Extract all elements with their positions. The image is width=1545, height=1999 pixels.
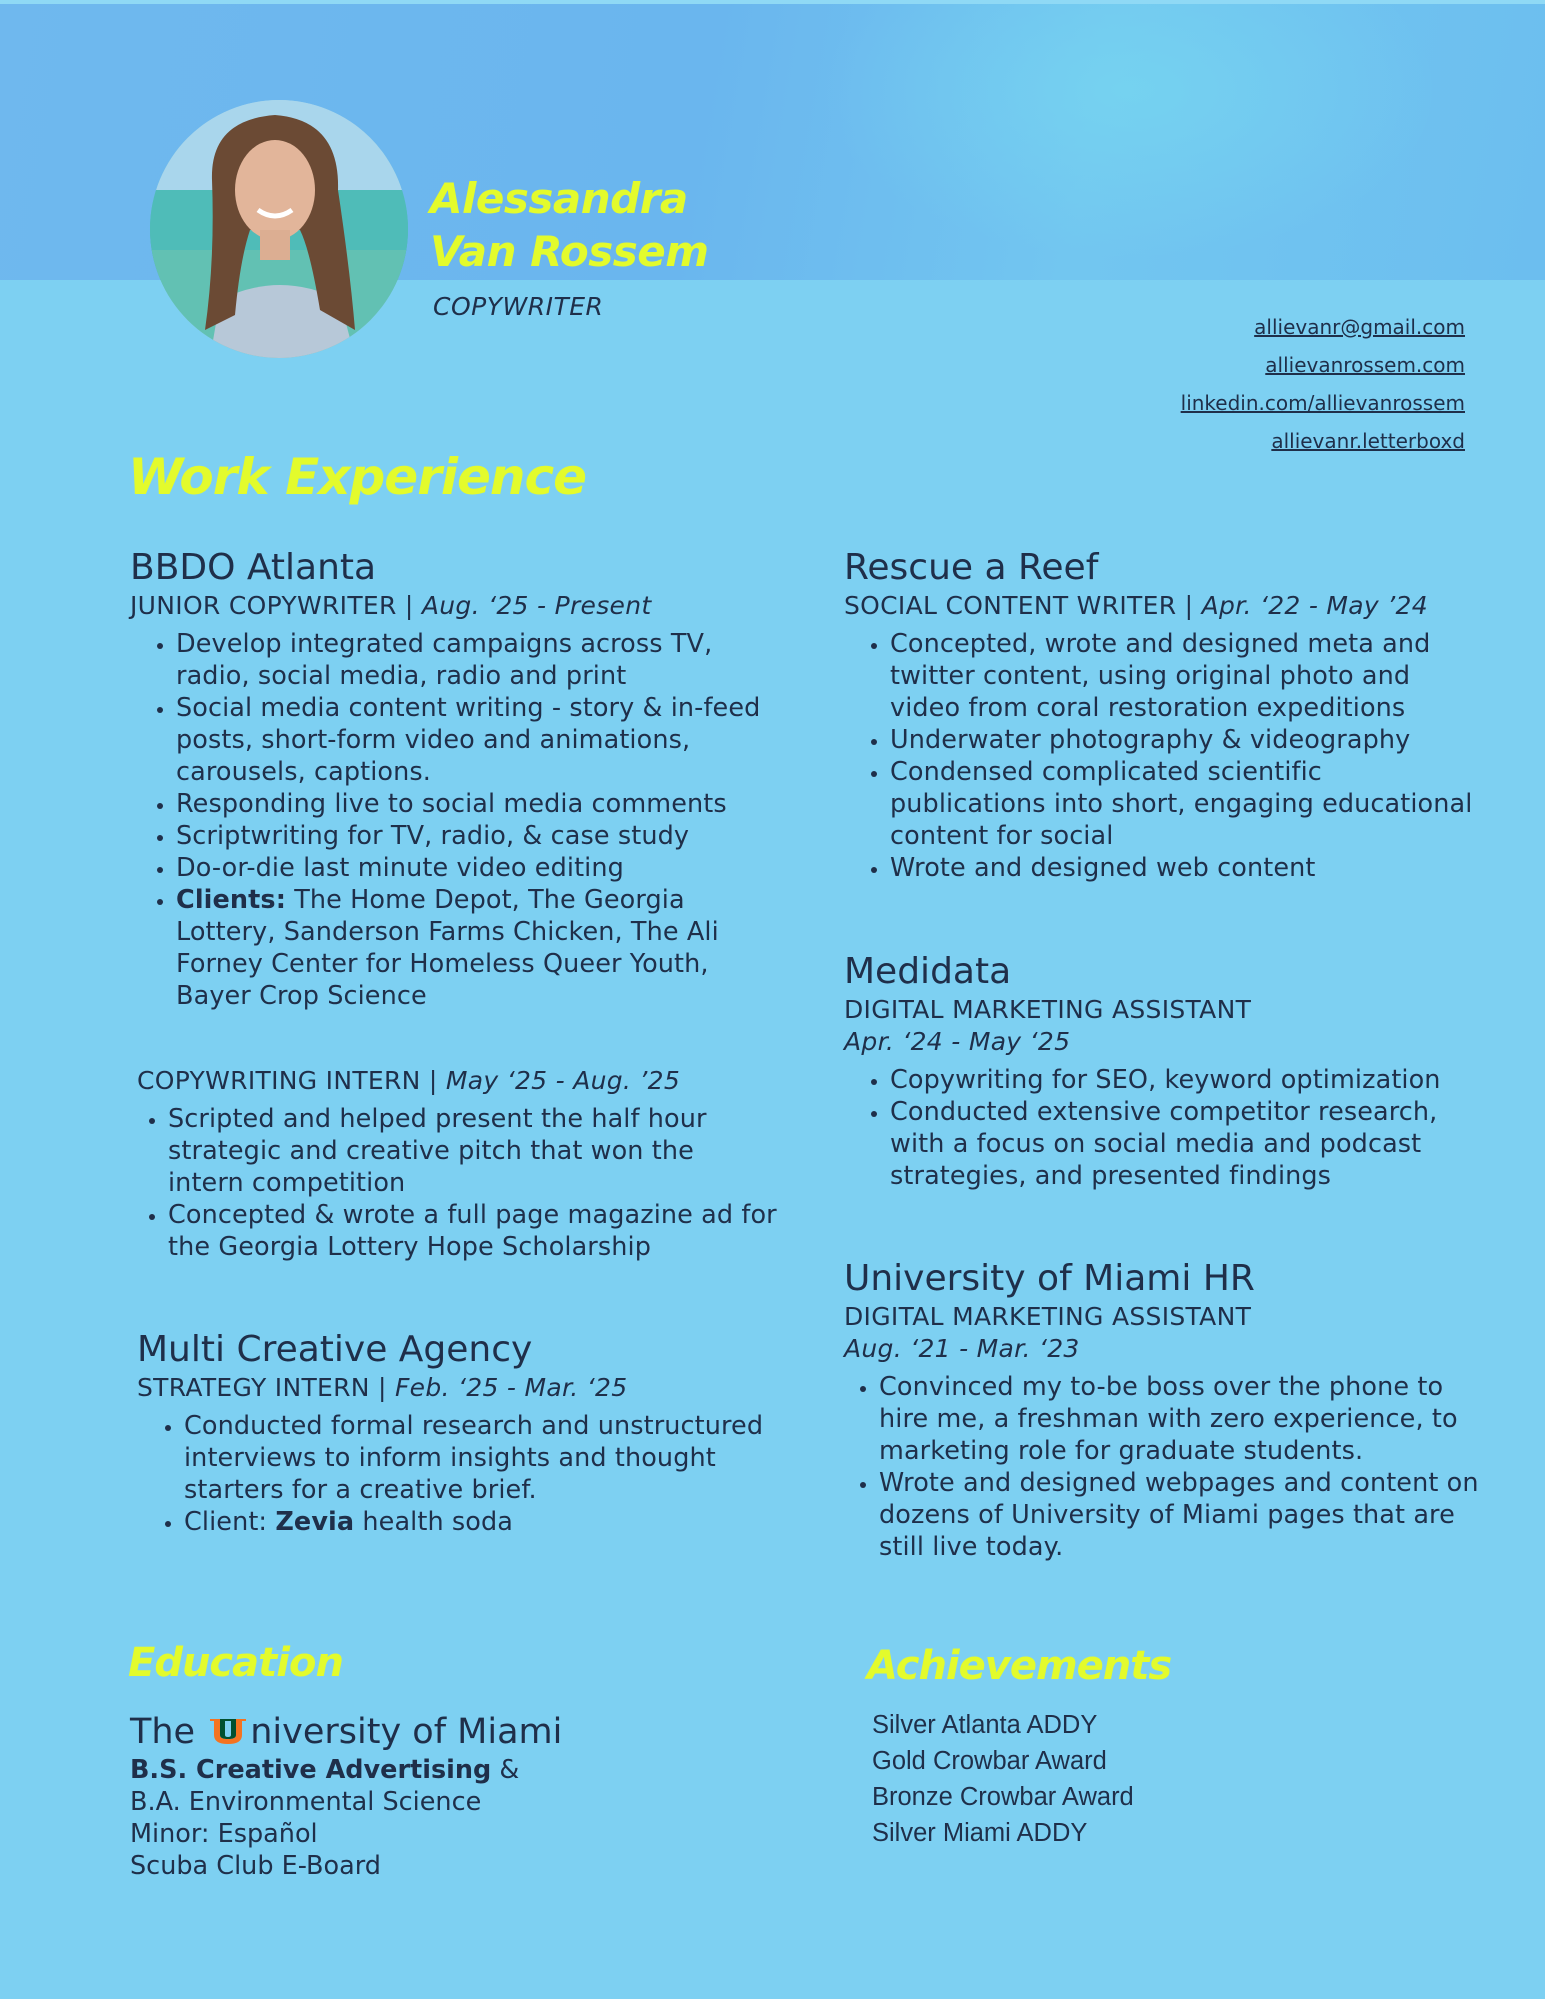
client-name: Zevia xyxy=(275,1507,355,1537)
linkedin-link[interactable]: linkedin.com/allievanrossem xyxy=(1180,391,1465,415)
work-experience-heading: Work Experience xyxy=(128,448,587,506)
job-dates: Apr. ‘22 - May ’24 xyxy=(1201,591,1428,620)
minor: Minor: Español xyxy=(130,1819,318,1849)
list-item: • Conducted extensive competitor research, with a focus on social media and podcast strategies, and presented findings xyxy=(890,1096,1484,1192)
job-bullets xyxy=(137,1410,777,1538)
job-bullets xyxy=(844,1371,1484,1563)
list-item: • Do-or-die last minute video editing xyxy=(176,852,770,884)
contact-links xyxy=(1181,308,1465,460)
achievements-heading: Achievements xyxy=(867,1643,1172,1689)
list-item: • Concepted, wrote and designed meta and twitter content, using original photo and video from coral restoration expeditions xyxy=(890,628,1484,724)
job-title-text: JUNIOR COPYWRITER | xyxy=(130,591,422,620)
degree-line-1 xyxy=(130,1754,562,1786)
list-item: • Convinced my to-be boss over the phone to hire me, a freshman with zero experience, to marketing role for graduate students. xyxy=(879,1371,1484,1467)
list-item: • Copywriting for SEO, keyword optimization xyxy=(890,1064,1484,1096)
list-item: • Scripted and helped present the half hour strategic and creative pitch that won the intern competition xyxy=(168,1103,777,1199)
job-dates: May ‘25 - Aug. ’25 xyxy=(445,1066,681,1095)
degree-2: B.A. Environmental Science xyxy=(130,1787,482,1817)
education-block xyxy=(130,1710,562,1882)
job-bullets xyxy=(844,628,1484,884)
university-u-logo-icon xyxy=(208,1712,248,1740)
client-rest: health soda xyxy=(354,1507,514,1537)
job-rescue-a-reef xyxy=(844,546,1484,884)
list-item: • Wrote and designed webpages and content on dozens of University of Miami pages that are still live today. xyxy=(879,1467,1484,1563)
list-item xyxy=(184,1506,777,1538)
job-medidata xyxy=(844,950,1484,1192)
job-bbdo-intern xyxy=(137,1065,777,1263)
list-item: • Condensed complicated scientific publications into short, engaging educational content for social xyxy=(890,756,1484,852)
company-name: BBDO Atlanta xyxy=(130,547,377,588)
top-line xyxy=(0,0,1545,4)
email-link[interactable]: allievanr@gmail.com xyxy=(1254,315,1465,339)
company-name: University of Miami HR xyxy=(844,1258,1255,1299)
job-bullets xyxy=(130,628,770,1012)
education-heading: Education xyxy=(128,1640,343,1686)
letterboxd-link[interactable]: allievanr.letterboxd xyxy=(1271,429,1465,453)
job-title-text: SOCIAL CONTENT WRITER | xyxy=(844,591,1202,620)
job-title: DIGITAL MARKETING ASSISTANT xyxy=(844,995,1252,1024)
job-title-text: COPYWRITING INTERN | xyxy=(137,1066,446,1095)
job-title-text: STRATEGY INTERN | xyxy=(137,1373,395,1402)
list-item: • Conducted formal research and unstructured interviews to inform insights and thought starters for a creative brief. xyxy=(184,1410,777,1506)
job-bbdo xyxy=(130,546,770,1012)
person-name xyxy=(430,172,708,278)
profile-photo xyxy=(150,100,408,358)
job-title: DIGITAL MARKETING ASSISTANT xyxy=(844,1302,1252,1331)
list-item: • Scriptwriting for TV, radio, & case study xyxy=(176,820,770,852)
school-name xyxy=(130,1710,562,1754)
club: Scuba Club E-Board xyxy=(130,1851,381,1881)
company-name: Multi Creative Agency xyxy=(137,1329,533,1370)
clients-label: Clients: xyxy=(176,885,287,915)
job-dates: Aug. ‘25 - Present xyxy=(421,591,652,620)
degree-1: B.S. Creative Advertising xyxy=(130,1755,492,1785)
job-dates: Feb. ‘25 - Mar. ‘25 xyxy=(395,1373,628,1402)
job-bullets xyxy=(844,1064,1484,1192)
name-line-2: Van Rossem xyxy=(430,227,709,276)
job-title xyxy=(137,1372,777,1404)
job-multi-creative xyxy=(137,1328,777,1538)
name-line-1: Alessandra xyxy=(430,174,688,223)
list-item: Gold Crowbar Award xyxy=(872,1747,1107,1775)
achievements-list xyxy=(872,1707,1134,1851)
company-name: Rescue a Reef xyxy=(844,547,1099,588)
job-title xyxy=(137,1065,777,1097)
list-item: Silver Miami ADDY xyxy=(872,1819,1088,1847)
list-item: • Concepted & wrote a full page magazine ad for the Georgia Lottery Hope Scholarship xyxy=(168,1199,777,1263)
list-item: • Social media content writing - story & in-feed posts, short-form video and animations, carousels, captions. xyxy=(176,692,770,788)
profile-photo-drawing xyxy=(150,100,408,358)
list-item: • Underwater photography & videography xyxy=(890,724,1484,756)
list-item xyxy=(176,884,770,1012)
job-title xyxy=(130,590,770,622)
client-label: Client: xyxy=(184,1507,276,1537)
website-link[interactable]: allievanrossem.com xyxy=(1265,353,1465,377)
role-title: COPYWRITER xyxy=(433,292,604,321)
list-item: Bronze Crowbar Award xyxy=(872,1783,1134,1811)
clients-text: The Home Depot, The Georgia Lottery, Sanderson Farms Chicken, The Ali Forney Center for Homeless Queer Youth, Bayer Crop Science xyxy=(176,885,719,1011)
job-bullets xyxy=(137,1103,777,1263)
company-name: Medidata xyxy=(844,951,1012,992)
degree-ampersand: & xyxy=(491,1755,520,1785)
school-name-post: niversity of Miami xyxy=(250,1712,563,1752)
list-item: • Responding live to social media comments xyxy=(176,788,770,820)
job-dates: Aug. ‘21 - Mar. ‘23 xyxy=(844,1334,1080,1363)
job-um-hr xyxy=(844,1257,1484,1563)
list-item: Silver Atlanta ADDY xyxy=(872,1711,1098,1739)
list-item: • Wrote and designed web content xyxy=(890,852,1484,884)
header-wave xyxy=(820,0,1440,260)
list-item: • Develop integrated campaigns across TV, radio, social media, radio and print xyxy=(176,628,770,692)
school-name-pre: The xyxy=(130,1712,207,1752)
job-title xyxy=(844,590,1484,622)
job-dates: Apr. ‘24 - May ‘25 xyxy=(844,1027,1071,1056)
